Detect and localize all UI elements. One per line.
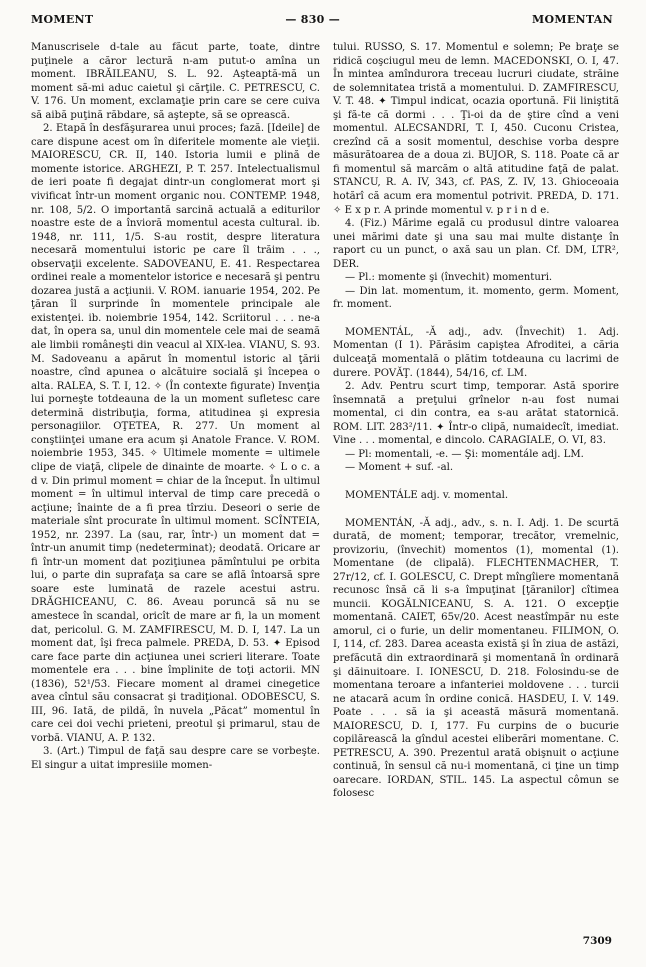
footer-page-number: 7309: [582, 935, 612, 947]
entry-momental-plural: — Pl: momentali, -e. — Şi: momentále adj. LM.: [345, 448, 584, 460]
entry-momental-etymology: — Moment + suf. -al.: [345, 462, 454, 474]
paragraph-sense-3: 3. (Art.) Timpul de faţă sau despre care se vorbeşte. El singur a uitat impresiile momen-: [31, 746, 320, 771]
header-left-headword: MOMENT: [31, 13, 94, 26]
header-right-headword: MOMENTAN: [532, 13, 613, 26]
plural-forms: — Pl.: momente şi (învechit) momenturi.: [345, 272, 553, 284]
entry-momental-sense-2: 2. Adv. Pentru scurt timp, temporar. Astă sporire însemnată a preţului grînelor n-au fost numai momental, ci din contra, ea s-au arătat statornică. ROM. LIT. 283²/11. ✦ Într-o clipă, numaidecît, imediat. Vine . . . momental, e dincolo. CARAGIALE, O. VI, 83.: [333, 381, 619, 447]
header-page-number: — 830 —: [285, 13, 341, 26]
entry-momentan: MOMENTÁN, -Ă adj., adv., s. n. I. Adj. 1. De scurtă durată, de moment; temporar, trecător, vremelnic, provizoriu, (învechit) momentos (1), momental (1). Momentane (de clipală). FLECHTENMACHER, T. 27r/12, cf. I. GOLESCU, C. Drept mîngîiere momentană recunosc însă că li s-a împuţinat [ţăranilor] cîtimea muncii. KOGĂLNICEANU, S. A. 121. O excepţie momentană. CAIET, 65v/20. Acest neastîmpăr nu este amorul, ci o furie, un delir momentaneu. FILIMON, O. I, 114, cf. 283. Darea aceasta există şi în ziua de astăzi, prefăcută din extraordinară şi momentană în ordinară şi dăinuitoare. I. IONESCU, D. 218. Folosindu-se de momentana teroare a infanteriei moldovene . . . turcii ne atacară acum în ordine conică. HASDEU, I. V. 149. Poate . . . să ia şi această măsură momentană. MAIORESCU, D. I, 177. Fu curpins de o bucurie copilărească la gîndul acestei eliberări momentane. C. PETRESCU, A. 390. Prezentul arată obişnuit o acţiune continuă, în sensul că nu-i momentană, ci ţine un timp oarecare. IORDAN, STIL. 145. La aspectul cômun se folosesc: [333, 517, 619, 800]
paragraph-sense-2: 2. Etapă în desfăşurarea unui proces; fază. [Ideile] de care dispune acest om în diferitele momente ale vieţii. MAIORESCU, CR. II, 140. Istoria lumii e plină de momente istorice. ARGHEZI, P. T. 257. Intelectualismul de ieri poate fi degajat dintr-un conglomerat mort şi vivificat într-un moment organic nou. CONTEMP. 1948, nr. 108, 5/2. O importantă sarcină actuală a editurilor noastre este de a învioră momentul acesta cultural. ib. 1948, nr. 111, 1/5. S-au rostit, despre literatura necesară momentului istoric pe care îl trăim . . ., observaţii excelente. SADOVEANU, E. 41. Respectarea ordinei reale a momentelor istorice e necesară şi pentru dozarea justă a acţiunii. V. ROM. ianuarie 1954, 202. Pe ţăran îl surprinde în momentele principale ale existenţei. ib. noiembrie 1954, 142. Scriitorul . . . ne-a dat, în opera sa, unul din momentele cele mai de seamă ale limbii româneşti din veacul al XIX-lea. VIANU, S. 93. M. Sadoveanu a apărut în momentul istoric al ţării noastre, cînd apunea o alcătuire socială şi începea o alta. RALEA, S. T. I, 12. ✧ (În contexte figurate) Invenţia lui porneşte totdeauna de la un moment sufletesc care determină distribuţia, forma, atitudinea şi expresia personagiilor. OŢETEA, R. 277. Un moment al conştiinţei umane era acum şi Anatole France. V. ROM. noiembrie 1953, 345. ✧ Ultimele momente = ultimele clipe de viaţă, clipele de dinainte de moarte. ✧ L o c. a d v. Din primul moment = chiar de la început. În ultimul moment = în ultimul interval de timp care precedă o acţiune; înainte de a fi prea tîrziu. Deseori o serie de materiale sînt procurate în ultimul moment. SCÎNTEIA, 1952, nr. 2397. La (sau, rar, într-) un moment dat = într-un anumit timp (nedeterminat); deodată. Oricare ar fi într-un moment dat poziţiunea pămîntului pe orbita lui, o parte din suprafaţa sa care se află întoarsă spre soare este luminată de razele acestui astru. DRĂGHICEANU, C. 86. Aveau poruncă să nu se amestece în scandal, oricît de mare ar fi, la un moment dat, pericolul. G. M. ZAMFIRESCU, M. D. I, 147. La un moment dat, îşi freca palmele. PREDA, D. 53. ✦ Episod care face parte din acţiunea unei scrieri literare. Toate momentele era . . . bine împlinite de toţi actorii. MN (1836), 52¹/53. Fiecare moment al dramei cinegetice avea cîntul său consacrat şi tradiţional. ODOBESCU, S. III, 96. Iată, de pildă, în nuvela „Păcat” momentul în care cei doi vechi prieteni, preotul şi primarul, stau de vorbă. VIANU, A. P. 132.: [31, 123, 320, 744]
paragraph-continuation-right: tului. RUSSO, S. 17. Momentul e solemn; Pe braţe se ridică coşciugul meu de lemn. MACEDONSKI, O. I, 47. În mintea amîndurora treceau lucruri ciudate, străine de solemnitatea tristă a momentului. D. ZAMFIRESCU, V. T. 48. ✦ Timpul indicat, ocazia oportună. Fii liniştită şi fă-te că dormi . . . Ţi-oi da de ştire cînd a veni momentul. ALECSANDRI, T. I, 450. Cuconu Cristea, crezînd că a sosit momentul, deschise vorba despre măsurătoarea de a doua zi. BUJOR, S. 118. Poate că ar fi momentul să marcăm o altă atitudine faţă de palat. STANCU, R. A. IV, 343, cf. PAS, Z. IV, 13. Ghioceoaia hotărî că acum era momentul potrivit. PREDA, D. 171. ✧ E x p r. A prinde momentul v. p r i n d e.: [333, 42, 619, 216]
etymology: — Din lat. momentum, it. momento, germ. Moment, fr. moment.: [333, 285, 619, 311]
left-column: [31, 41, 320, 773]
paragraph-sense-4: 4. (Fiz.) Mărime egală cu produsul dintre valoarea unei mărimi date şi una sau mai multe distanţe în raport cu un punct, o axă sau un plan. Cf. DM, LTR², DER.: [333, 218, 619, 270]
paragraph-continuation: Manuscrisele d-tale au făcut parte, toate, dintre puţinele a căror lectură n-am putut-o amîna un moment. IBRĂILEANU, S. L. 92. Aşteaptă-mă un moment să-mi aduc caietul şi cărţile. C. PETRESCU, C. V. 176. Un moment, exclamaţie prin care se cere cuiva să aibă puţină răbdare, să aştepte, să se oprească.: [31, 42, 320, 121]
running-header: [31, 13, 613, 31]
entry-momental: MOMENTÁL, -Ă adj., adv. (Învechit) 1. Adj. Momentan (I 1). Părăsim capiştea Afroditei, a căria dulceaţă momentală o plătim totdeauna cu lacrimi de durere. POVĂŢ. (1844), 54/16, cf. LM.: [333, 326, 619, 379]
right-column: [333, 41, 619, 801]
entry-momentale: MOMENTÁLE adj. v. momental.: [345, 489, 509, 501]
